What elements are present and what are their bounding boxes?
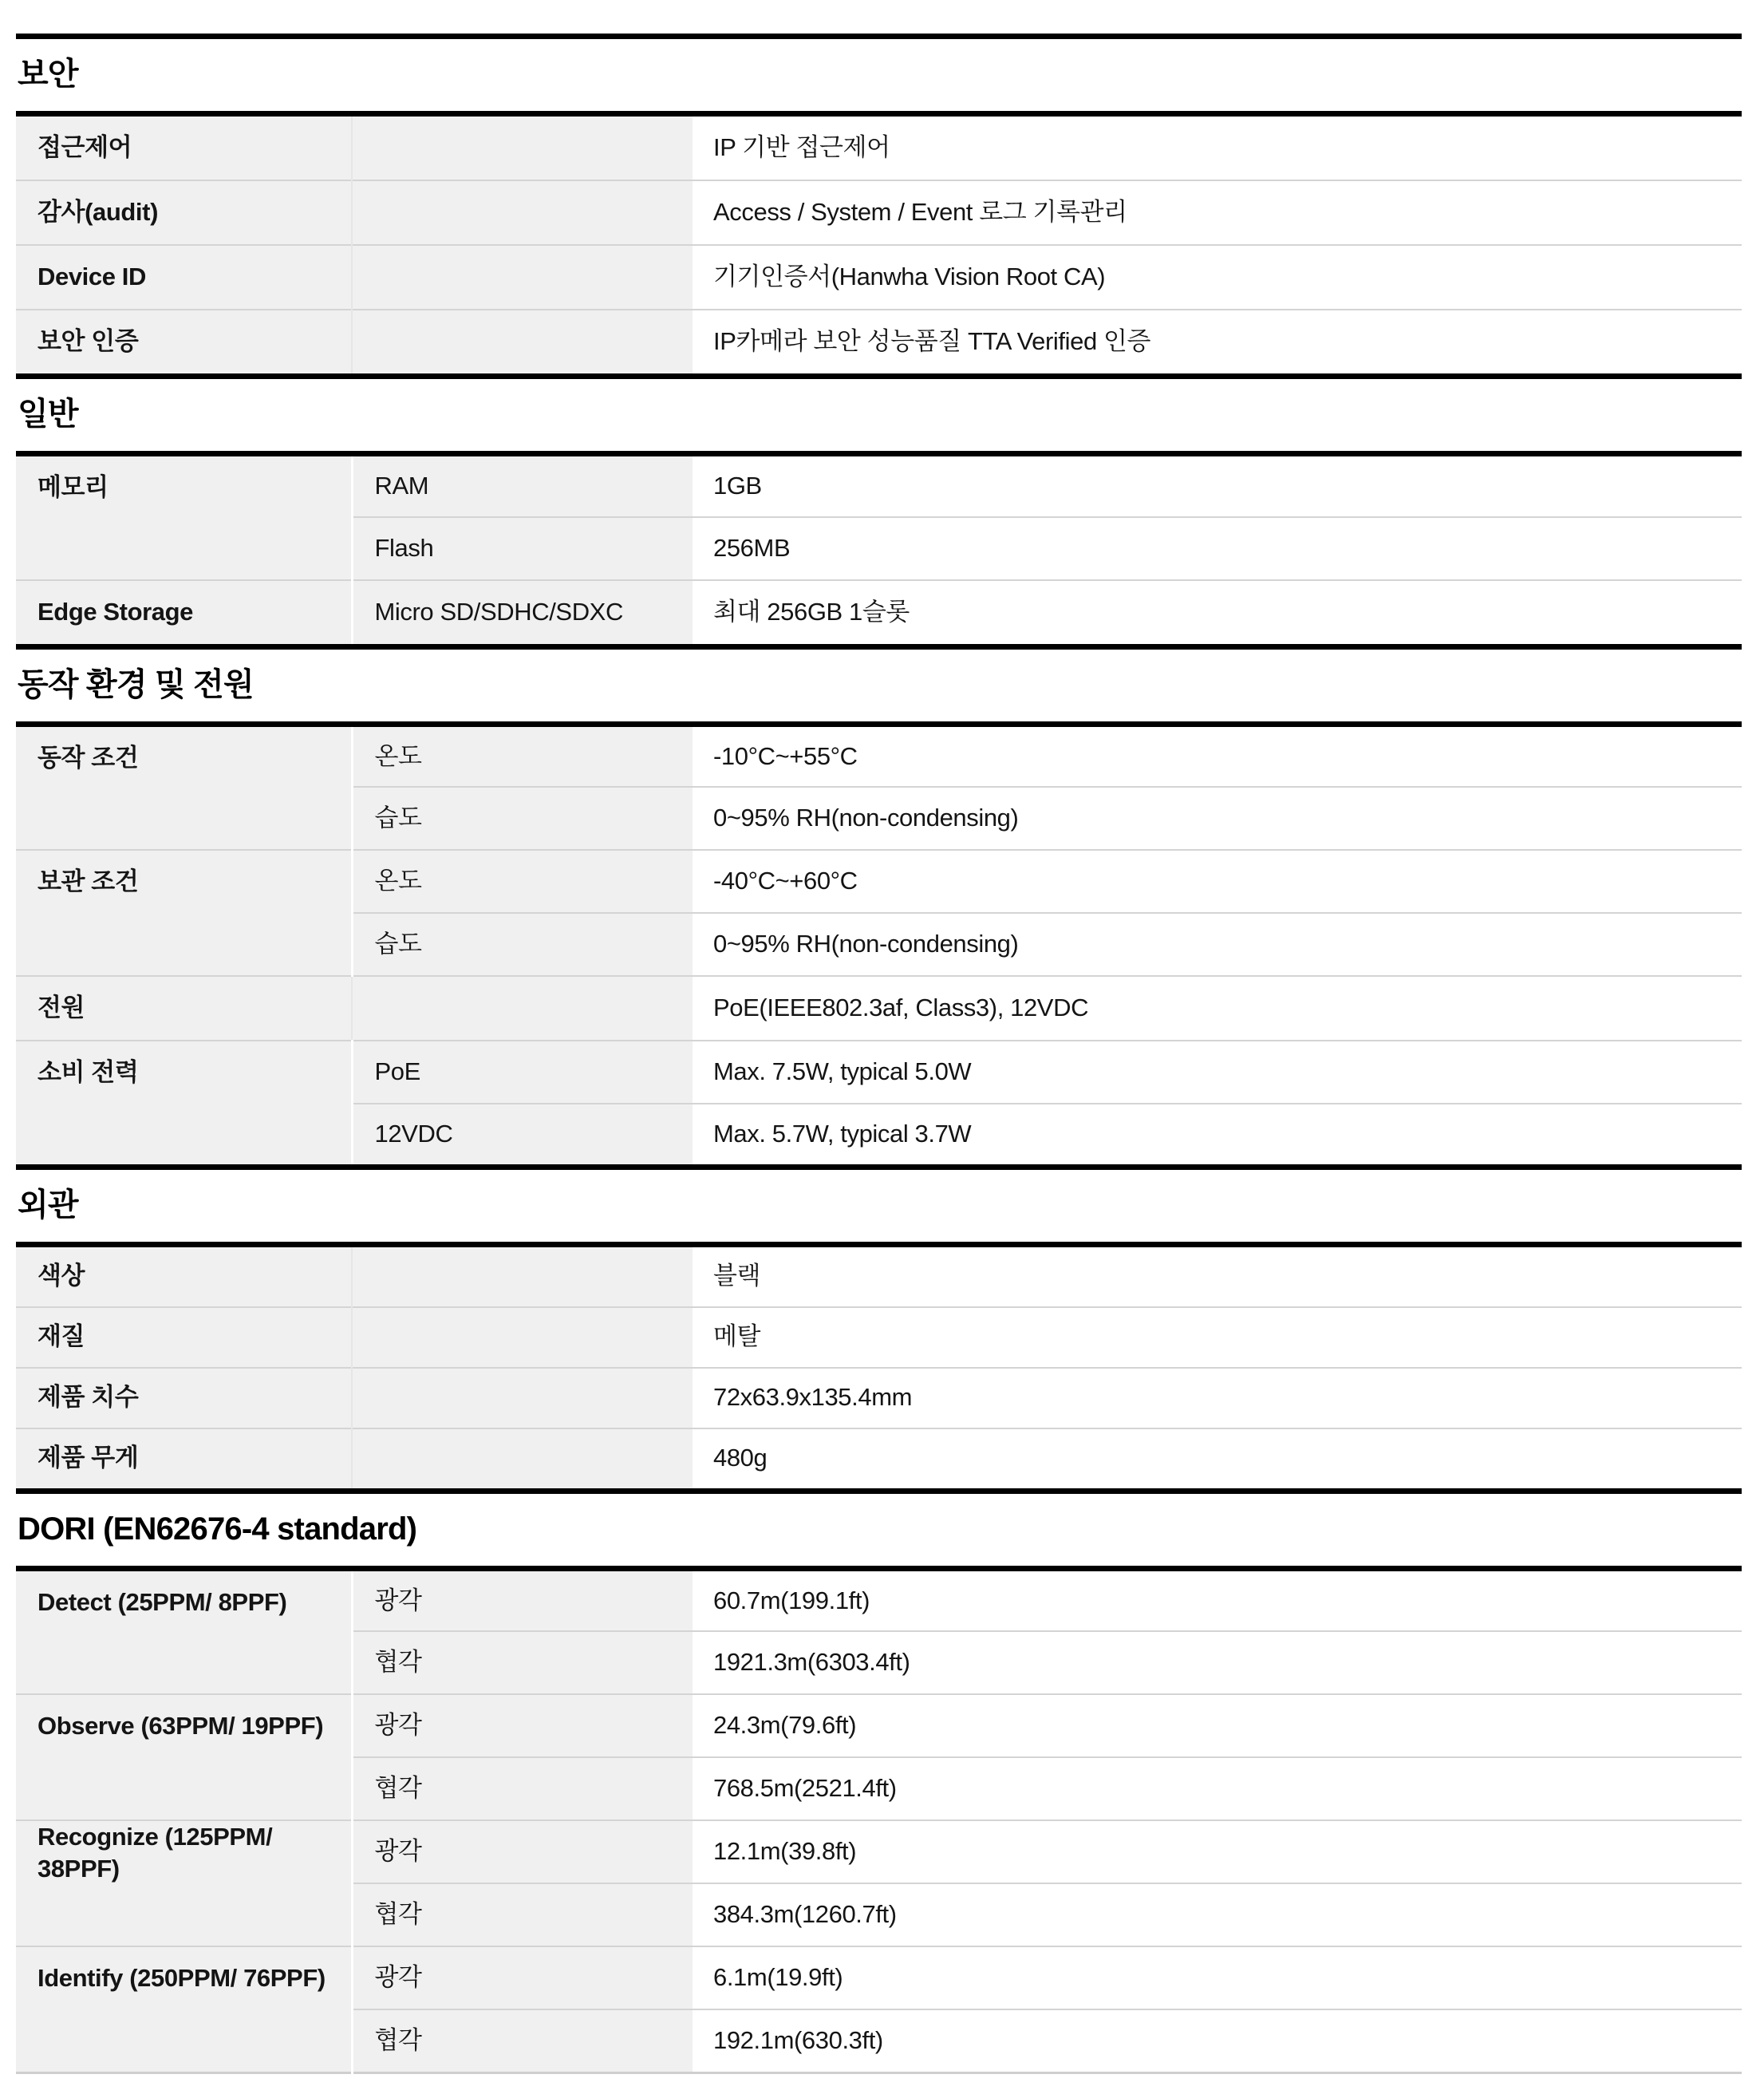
row-value: 0~95% RH(non-condensing) xyxy=(693,913,1742,976)
row-label: Edge Storage xyxy=(37,597,194,626)
row-value: 60.7m(199.1ft) xyxy=(693,1568,1742,1631)
section-title-environment-power: 동작 환경 및 전원 xyxy=(18,666,254,702)
table-row xyxy=(16,1946,1742,2009)
row-sublabel: PoE xyxy=(352,1041,693,1104)
row-value: 기기인증서(Hanwha Vision Root CA) xyxy=(693,245,1742,310)
row-value: 1GB xyxy=(693,454,1742,517)
row-label-cell xyxy=(16,1568,352,1694)
row-label: 전원 xyxy=(37,994,85,1022)
row-value: -10°C~+55°C xyxy=(693,724,1742,787)
row-label-cell xyxy=(16,724,352,850)
row-label-cell xyxy=(16,114,352,181)
row-label-cell xyxy=(16,1694,352,1820)
label-extension-cell xyxy=(352,114,693,181)
row-label: 메모리 xyxy=(37,473,109,502)
row-label: 색상 xyxy=(37,1262,85,1290)
row-value: 6.1m(19.9ft) xyxy=(693,1946,1742,2009)
table-row xyxy=(16,1694,1742,1757)
row-sublabel: Flash xyxy=(352,517,693,580)
section-appearance xyxy=(16,1170,1742,1494)
table-row xyxy=(16,580,1742,647)
row-value: 384.3m(1260.7ft) xyxy=(693,1883,1742,1946)
row-label: 보관 조건 xyxy=(37,867,139,896)
row-value: 768.5m(2521.4ft) xyxy=(693,1757,1742,1820)
row-label-cell xyxy=(16,580,352,647)
row-value: 블랙 xyxy=(693,1244,1742,1307)
row-sublabel: 협각 xyxy=(352,1631,693,1694)
row-label: 제품 무게 xyxy=(37,1444,139,1472)
row-value: 12.1m(39.8ft) xyxy=(693,1820,1742,1883)
row-value: IP 기반 접근제어 xyxy=(693,114,1742,181)
label-extension-cell xyxy=(352,1307,693,1368)
row-sublabel: 12VDC xyxy=(352,1104,693,1167)
row-value: 480g xyxy=(693,1428,1742,1492)
row-value: Max. 5.7W, typical 3.7W xyxy=(693,1104,1742,1167)
row-label: 감사(audit) xyxy=(37,198,158,227)
table-row xyxy=(16,310,1742,377)
table-row xyxy=(16,850,1742,913)
security-table xyxy=(16,111,1742,379)
row-label-cell xyxy=(16,1946,352,2072)
row-label: Observe (63PPM/ 19PPF) xyxy=(37,1712,324,1740)
row-label-cell xyxy=(16,1244,352,1307)
table-row xyxy=(16,976,1742,1041)
row-sublabel: 온도 xyxy=(352,850,693,913)
row-label: 보안 인증 xyxy=(37,327,139,356)
row-value: 0~95% RH(non-condensing) xyxy=(693,787,1742,850)
row-label-cell xyxy=(16,1428,352,1492)
row-value: 192.1m(630.3ft) xyxy=(693,2009,1742,2072)
row-sublabel: 광각 xyxy=(352,1946,693,2009)
row-value: 메탈 xyxy=(693,1307,1742,1368)
row-sublabel: 습도 xyxy=(352,787,693,850)
table-row xyxy=(16,1428,1742,1492)
row-value: -40°C~+60°C xyxy=(693,850,1742,913)
table-row xyxy=(16,180,1742,245)
section-title-general: 일반 xyxy=(18,397,78,432)
row-label: Identify (250PPM/ 76PPF) xyxy=(37,1964,326,1993)
table-row xyxy=(16,1307,1742,1368)
section-general xyxy=(16,379,1742,650)
row-label-cell xyxy=(16,245,352,310)
table-row xyxy=(16,1244,1742,1307)
row-label-cell xyxy=(16,180,352,245)
label-extension-cell xyxy=(352,245,693,310)
label-extension-cell xyxy=(352,180,693,245)
row-sublabel: 광각 xyxy=(352,1568,693,1631)
row-label: Device ID xyxy=(37,263,146,291)
row-label-cell xyxy=(16,1307,352,1368)
row-sublabel: RAM xyxy=(352,454,693,517)
table-row xyxy=(16,245,1742,310)
label-extension-cell xyxy=(352,1428,693,1492)
row-value: 72x63.9x135.4mm xyxy=(693,1368,1742,1428)
label-extension-cell xyxy=(352,976,693,1041)
row-label-cell xyxy=(16,454,352,580)
row-label-cell xyxy=(16,1820,352,1946)
section-dori xyxy=(16,1494,1742,2074)
row-value: 256MB xyxy=(693,517,1742,580)
table-row xyxy=(16,114,1742,181)
row-label: 소비 전력 xyxy=(37,1058,139,1087)
row-label: 제품 치수 xyxy=(37,1383,139,1412)
section-title-security: 보안 xyxy=(18,57,78,92)
table-row xyxy=(16,1568,1742,1631)
row-sublabel: 협각 xyxy=(352,2009,693,2072)
row-sublabel: 온도 xyxy=(352,724,693,787)
table-row xyxy=(16,454,1742,517)
row-label: Recognize (125PPM/ 38PPF) xyxy=(37,1823,273,1883)
table-row xyxy=(16,1368,1742,1428)
row-sublabel: 습도 xyxy=(352,913,693,976)
row-value: 24.3m(79.6ft) xyxy=(693,1694,1742,1757)
general-table xyxy=(16,451,1742,650)
row-value: IP카메라 보안 성능품질 TTA Verified 인증 xyxy=(693,310,1742,377)
label-extension-cell xyxy=(352,1368,693,1428)
row-value: Access / System / Event 로그 기록관리 xyxy=(693,180,1742,245)
row-sublabel: Micro SD/SDHC/SDXC xyxy=(352,580,693,647)
row-sublabel: 협각 xyxy=(352,1883,693,1946)
table-row xyxy=(16,1041,1742,1104)
label-extension-cell xyxy=(352,310,693,377)
row-label-cell xyxy=(16,1368,352,1428)
row-label-cell xyxy=(16,976,352,1041)
section-divider-rule xyxy=(16,34,1742,39)
row-label: 재질 xyxy=(37,1322,85,1351)
environment-power-table xyxy=(16,721,1742,1170)
table-row xyxy=(16,1820,1742,1883)
section-title-appearance: 외관 xyxy=(18,1187,78,1223)
section-title-dori: DORI (EN62676-4 standard) xyxy=(18,1511,417,1547)
table-row xyxy=(16,724,1742,787)
dori-table xyxy=(16,1566,1742,2074)
row-value: 1921.3m(6303.4ft) xyxy=(693,1631,1742,1694)
row-value: Max. 7.5W, typical 5.0W xyxy=(693,1041,1742,1104)
row-sublabel: 협각 xyxy=(352,1757,693,1820)
row-sublabel: 광각 xyxy=(352,1820,693,1883)
section-security xyxy=(16,39,1742,379)
row-value: PoE(IEEE802.3af, Class3), 12VDC xyxy=(693,976,1742,1041)
appearance-table xyxy=(16,1242,1742,1494)
section-environment-power xyxy=(16,650,1742,1170)
row-label-cell xyxy=(16,1041,352,1167)
row-label: 동작 조건 xyxy=(37,743,139,772)
row-label-cell xyxy=(16,310,352,377)
row-label: Detect (25PPM/ 8PPF) xyxy=(37,1587,287,1616)
label-extension-cell xyxy=(352,1244,693,1307)
row-label-cell xyxy=(16,850,352,976)
row-value: 최대 256GB 1슬롯 xyxy=(693,580,1742,647)
row-sublabel: 광각 xyxy=(352,1694,693,1757)
row-label: 접근제어 xyxy=(37,133,132,162)
